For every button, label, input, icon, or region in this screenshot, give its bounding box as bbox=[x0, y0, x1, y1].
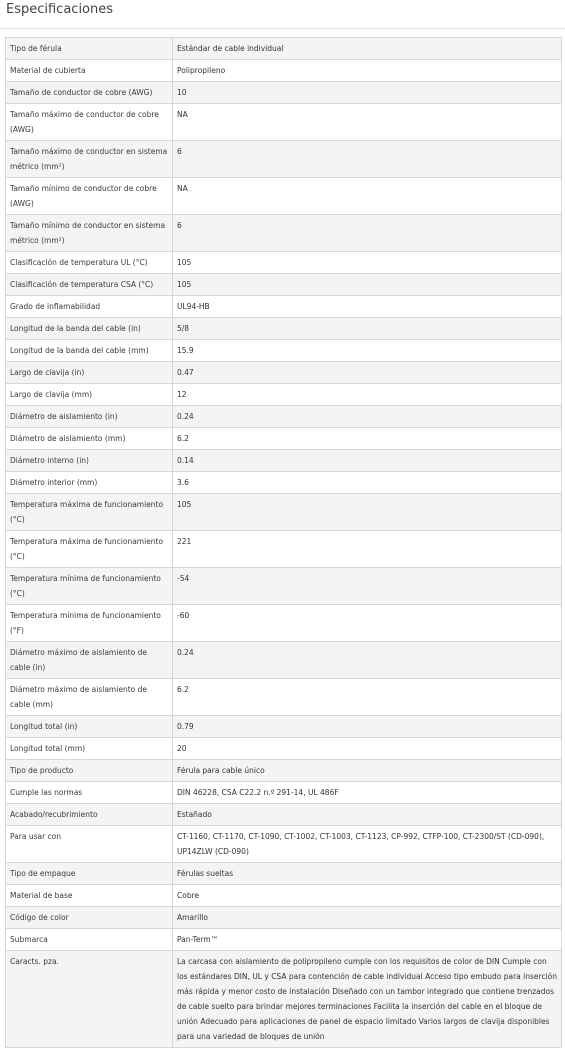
spec-value: NA bbox=[173, 178, 562, 215]
specifications-table bbox=[5, 37, 562, 1048]
spec-row bbox=[6, 760, 562, 782]
spec-row bbox=[6, 826, 562, 863]
section-heading: Especificaciones bbox=[6, 2, 114, 17]
spec-label: Tamaño máximo de conductor de cobre (AWG) bbox=[6, 104, 173, 141]
spec-label: Temperatura mínima de funcionamiento (°C) bbox=[6, 568, 173, 605]
spec-row bbox=[6, 804, 562, 826]
spec-label: Diámetro de aislamiento (in) bbox=[6, 406, 173, 428]
spec-label: Clasificación de temperatura CSA (°C) bbox=[6, 274, 173, 296]
spec-label: Clasificación de temperatura UL (°C) bbox=[6, 252, 173, 274]
spec-value: La carcasa con aislamiento de polipropileno cumple con los requisitos de color de DIN Cumple con los estándares DIN, UL y CSA para contención de cable individual Acceso tipo embudo para inserción más rápida y menor costo de instalación Diseñado con un tambor integrado que contiene trenzados de cable suelto para brindar mejores terminaciones Facilita la inserción del cable en el bloque de unión Adecuado para aplicaciones de panel de espacio limitado Varios largos de clavija disponibles para una variedad de bloques de unión bbox=[173, 951, 562, 1048]
spec-label: Largo de clavija (in) bbox=[6, 362, 173, 384]
spec-value: Estándar de cable individual bbox=[173, 38, 562, 60]
spec-label: Código de color bbox=[6, 907, 173, 929]
spec-row bbox=[6, 406, 562, 428]
spec-value: Estañado bbox=[173, 804, 562, 826]
spec-label: Largo de clavija (mm) bbox=[6, 384, 173, 406]
spec-row bbox=[6, 472, 562, 494]
spec-label: Longitud total (in) bbox=[6, 716, 173, 738]
spec-row bbox=[6, 951, 562, 1048]
spec-value: 105 bbox=[173, 274, 562, 296]
spec-label: Longitud de la banda del cable (mm) bbox=[6, 340, 173, 362]
spec-row bbox=[6, 450, 562, 472]
spec-row bbox=[6, 178, 562, 215]
spec-label: Diámetro interior (mm) bbox=[6, 472, 173, 494]
spec-label: Diámetro interno (in) bbox=[6, 450, 173, 472]
spec-value: Amarillo bbox=[173, 907, 562, 929]
spec-row bbox=[6, 568, 562, 605]
spec-value: 221 bbox=[173, 531, 562, 568]
spec-value: -60 bbox=[173, 605, 562, 642]
spec-label: Diámetro máximo de aislamiento de cable (in) bbox=[6, 642, 173, 679]
spec-label: Tipo de producto bbox=[6, 760, 173, 782]
spec-label: Tamaño máximo de conductor en sistema métrico (mm²) bbox=[6, 141, 173, 178]
spec-value: 0.14 bbox=[173, 450, 562, 472]
spec-row bbox=[6, 885, 562, 907]
spec-value: 0.24 bbox=[173, 642, 562, 679]
spec-value: 105 bbox=[173, 252, 562, 274]
spec-row bbox=[6, 340, 562, 362]
spec-label: Cumple las normas bbox=[6, 782, 173, 804]
spec-value: 6.2 bbox=[173, 428, 562, 450]
spec-label: Tipo de empaque bbox=[6, 863, 173, 885]
spec-value: 0.47 bbox=[173, 362, 562, 384]
spec-value: CT-1160, CT-1170, CT-1090, CT-1002, CT-1003, CT-1123, CP-992, CTFP-100, CT-2300/ST (CD-090), UP14ZLW (CD-090) bbox=[173, 826, 562, 863]
spec-value: DIN 46228, CSA C22.2 n.º 291-14, UL 486F bbox=[173, 782, 562, 804]
spec-value: NA bbox=[173, 104, 562, 141]
spec-row bbox=[6, 494, 562, 531]
spec-label: Material de base bbox=[6, 885, 173, 907]
spec-row bbox=[6, 716, 562, 738]
spec-value: 6.2 bbox=[173, 679, 562, 716]
spec-value: Férula para cable único bbox=[173, 760, 562, 782]
spec-row bbox=[6, 642, 562, 679]
spec-value: 105 bbox=[173, 494, 562, 531]
spec-value: 10 bbox=[173, 82, 562, 104]
spec-value: -54 bbox=[173, 568, 562, 605]
spec-label: Acabado/recubrimiento bbox=[6, 804, 173, 826]
spec-value: Cobre bbox=[173, 885, 562, 907]
spec-value: UL94-HB bbox=[173, 296, 562, 318]
spec-label: Temperatura máxima de funcionamiento (°C) bbox=[6, 531, 173, 568]
spec-value: 6 bbox=[173, 141, 562, 178]
spec-row bbox=[6, 362, 562, 384]
spec-row bbox=[6, 428, 562, 450]
spec-row bbox=[6, 531, 562, 568]
spec-row bbox=[6, 782, 562, 804]
spec-label: Para usar con bbox=[6, 826, 173, 863]
spec-value: 0.24 bbox=[173, 406, 562, 428]
spec-value: 20 bbox=[173, 738, 562, 760]
spec-label: Tamaño de conductor de cobre (AWG) bbox=[6, 82, 173, 104]
spec-label: Submarca bbox=[6, 929, 173, 951]
spec-row bbox=[6, 60, 562, 82]
spec-label: Material de cubierta bbox=[6, 60, 173, 82]
spec-label: Longitud de la banda del cable (in) bbox=[6, 318, 173, 340]
spec-row bbox=[6, 104, 562, 141]
spec-row bbox=[6, 215, 562, 252]
spec-label: Grado de inflamabilidad bbox=[6, 296, 173, 318]
spec-label: Tamaño mínimo de conductor de cobre (AWG) bbox=[6, 178, 173, 215]
spec-row bbox=[6, 318, 562, 340]
spec-row bbox=[6, 141, 562, 178]
spec-label: Diámetro máximo de aislamiento de cable (mm) bbox=[6, 679, 173, 716]
spec-value: 15.9 bbox=[173, 340, 562, 362]
spec-row bbox=[6, 907, 562, 929]
spec-row bbox=[6, 38, 562, 60]
spec-value: 5/8 bbox=[173, 318, 562, 340]
spec-row bbox=[6, 82, 562, 104]
spec-label: Caracts. pza. bbox=[6, 951, 173, 1048]
spec-row bbox=[6, 738, 562, 760]
spec-value: 6 bbox=[173, 215, 562, 252]
spec-value: Polipropileno bbox=[173, 60, 562, 82]
spec-value: Férulas sueltas bbox=[173, 863, 562, 885]
heading-divider bbox=[0, 28, 565, 29]
spec-label: Tipo de férula bbox=[6, 38, 173, 60]
spec-label: Longitud total (mm) bbox=[6, 738, 173, 760]
spec-row bbox=[6, 296, 562, 318]
spec-label: Tamaño mínimo de conductor en sistema métrico (mm²) bbox=[6, 215, 173, 252]
spec-row bbox=[6, 274, 562, 296]
spec-value: 0.79 bbox=[173, 716, 562, 738]
spec-label: Temperatura máxima de funcionamiento (°C) bbox=[6, 494, 173, 531]
spec-row bbox=[6, 679, 562, 716]
specifications-table-body bbox=[6, 38, 562, 1048]
spec-row bbox=[6, 384, 562, 406]
spec-value: 3.6 bbox=[173, 472, 562, 494]
spec-row bbox=[6, 252, 562, 274]
spec-label: Diámetro de aislamiento (mm) bbox=[6, 428, 173, 450]
spec-row bbox=[6, 605, 562, 642]
spec-value: Pan-Term™ bbox=[173, 929, 562, 951]
spec-value: 12 bbox=[173, 384, 562, 406]
spec-row bbox=[6, 863, 562, 885]
spec-label: Temperatura mínima de funcionamiento (°F) bbox=[6, 605, 173, 642]
spec-row bbox=[6, 929, 562, 951]
